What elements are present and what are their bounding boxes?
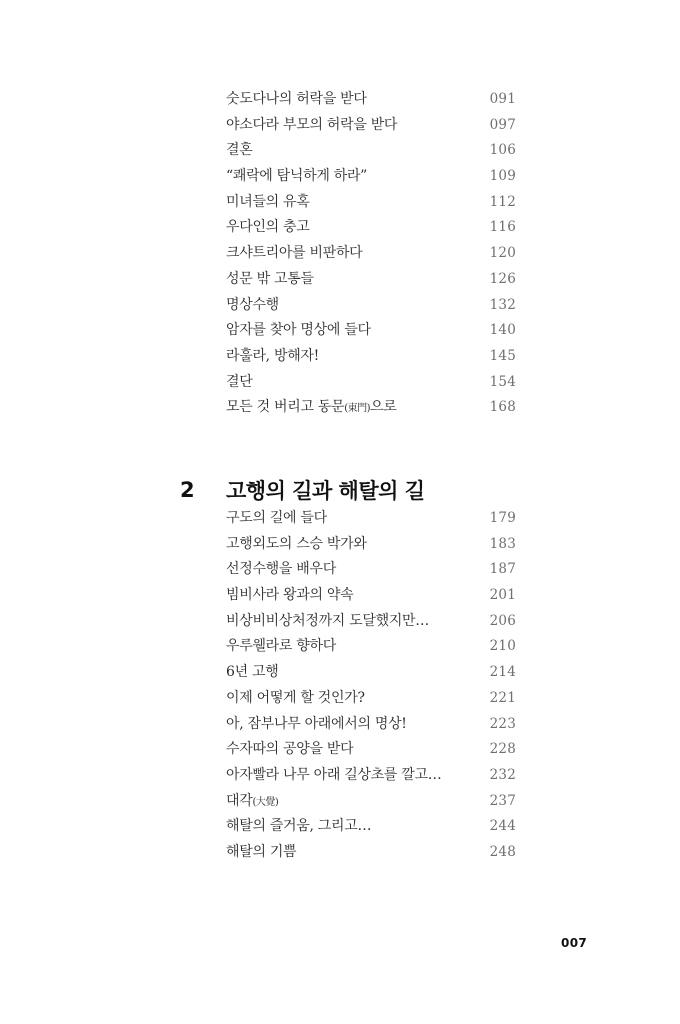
toc-entry-title: “쾌락에 탐닉하게 하라”: [226, 168, 368, 185]
toc-entry-page: 228: [489, 741, 516, 758]
toc-entry-title: 아자빨라 나무 아래 길상초를 깔고…: [226, 766, 442, 783]
toc-entry-page: 140: [489, 322, 516, 339]
toc-entry[interactable]: [226, 370, 516, 396]
toc-entry[interactable]: [226, 583, 516, 609]
toc-entry-page: 221: [489, 689, 516, 706]
toc-entry-title: 결단: [226, 373, 253, 390]
toc-entry[interactable]: [226, 814, 516, 840]
toc-entry-title: 숫도다나의 허락을 받다: [226, 91, 367, 107]
toc-entry[interactable]: [226, 660, 516, 686]
toc-entry-title: 우루웰라로 향하다: [226, 638, 336, 655]
toc-entry-title: [226, 789, 278, 816]
toc-entry-title: 선정수행을 배우다: [226, 561, 336, 578]
toc-entry[interactable]: [226, 190, 516, 216]
toc-section-1: [226, 87, 516, 421]
chapter-title: 고행의 길과 해탈의 길: [226, 479, 425, 503]
toc-entry-title: 비상비비상처정까지 도달했지만…: [226, 612, 429, 629]
toc-entry-title: 결혼: [226, 142, 253, 159]
toc-entry-title: 이제 어떻게 할 것인가?: [226, 689, 365, 706]
toc-entry-title: 암자를 찾아 명상에 들다: [226, 322, 371, 339]
toc-entry-page: 183: [489, 535, 516, 552]
toc-entry-title: 미녀들의 유혹: [226, 193, 310, 210]
toc-section-2: [226, 506, 516, 866]
toc-entry-title: 수자따의 공양을 받다: [226, 741, 354, 758]
toc-entry[interactable]: [226, 318, 516, 344]
toc-entry-page: 145: [489, 347, 516, 364]
toc-entry-page: 179: [489, 510, 516, 526]
toc-entry-page: 120: [489, 245, 516, 262]
toc-entry-page: 201: [489, 587, 516, 604]
toc-entry-title: [226, 395, 397, 422]
toc-entry[interactable]: [226, 506, 516, 532]
toc-entry-title: 구도의 길에 들다: [226, 510, 327, 526]
chapter-heading[interactable]: [180, 474, 425, 506]
toc-entry[interactable]: [226, 557, 516, 583]
toc-entry-title-hanja: (大覺): [252, 796, 279, 808]
toc-entry-page: 244: [489, 818, 516, 835]
toc-entry[interactable]: [226, 840, 516, 866]
toc-entry[interactable]: [226, 532, 516, 558]
toc-entry[interactable]: [226, 267, 516, 293]
toc-entry[interactable]: [226, 712, 516, 738]
toc-entry[interactable]: [226, 686, 516, 712]
toc-entry[interactable]: [226, 215, 516, 241]
toc-entry[interactable]: [226, 293, 516, 319]
page-number: 007: [561, 936, 587, 950]
toc-entry-title: 해탈의 기쁨: [226, 843, 297, 860]
toc-entry-page: 232: [489, 766, 516, 783]
toc-entry-title-main: 모든 것 버리고 동문: [226, 399, 345, 416]
toc-entry-title: 6년 고행: [226, 664, 279, 681]
toc-entry[interactable]: [226, 395, 516, 421]
toc-entry-page: 210: [489, 638, 516, 655]
toc-entry-title: 라훌라, 방해자!: [226, 347, 319, 364]
toc-entry[interactable]: [226, 87, 516, 113]
chapter-number: 2: [180, 478, 195, 502]
toc-entry-page: 126: [489, 270, 516, 287]
toc-entry[interactable]: [226, 789, 516, 815]
toc-entry-page: 097: [489, 116, 516, 133]
toc-entry-title: 아, 잠부나무 아래에서의 명상!: [226, 715, 407, 732]
toc-entry-page: 109: [489, 168, 516, 185]
toc-entry[interactable]: [226, 634, 516, 660]
toc-entry-page: 214: [489, 664, 516, 681]
toc-entry-title: 빔비사라 왕과의 약속: [226, 587, 354, 604]
toc-entry[interactable]: [226, 763, 516, 789]
toc-entry-page: 206: [489, 612, 516, 629]
toc-entry-page: 091: [489, 91, 516, 107]
toc-entry-page: 237: [489, 792, 516, 809]
toc-entry[interactable]: [226, 737, 516, 763]
toc-entry-page: 116: [489, 219, 516, 236]
toc-entry-title: 명상수행: [226, 296, 279, 313]
toc-entry-page: 248: [489, 843, 516, 860]
toc-entry-title: 해탈의 즐거움, 그리고…: [226, 818, 372, 835]
toc-entry-page: 168: [489, 399, 516, 416]
toc-entry-page: 223: [489, 715, 516, 732]
toc-entry-title: 크샤트리아를 비판하다: [226, 245, 363, 262]
toc-entry-page: 106: [489, 142, 516, 159]
toc-entry[interactable]: [226, 344, 516, 370]
toc-entry[interactable]: [226, 164, 516, 190]
toc-entry-title: 야소다라 부모의 허락을 받다: [226, 116, 398, 133]
toc-entry-page: 132: [489, 296, 516, 313]
toc-entry-title: 고행외도의 스승 박가와: [226, 535, 367, 552]
toc-entry[interactable]: [226, 138, 516, 164]
toc-entry-title-tail: 으로: [370, 399, 397, 416]
toc-entry[interactable]: [226, 241, 516, 267]
toc-entry-title-main: 대각: [226, 792, 253, 809]
toc-entry-title-hanja: (東門): [344, 403, 371, 415]
toc-entry[interactable]: [226, 609, 516, 635]
toc-entry-page: 187: [489, 561, 516, 578]
toc-entry-page: 112: [489, 193, 516, 210]
toc-entry-title: 우다인의 충고: [226, 219, 310, 236]
toc-entry-title: 성문 밖 고통들: [226, 270, 314, 287]
toc-entry-page: 154: [489, 373, 516, 390]
toc-entry[interactable]: [226, 113, 516, 139]
